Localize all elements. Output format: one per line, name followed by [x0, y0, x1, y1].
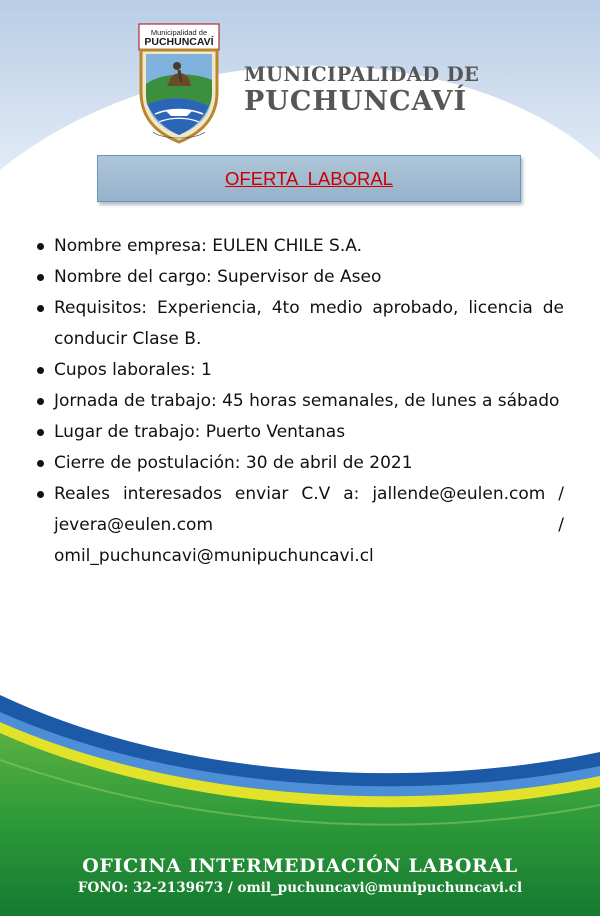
list-item-requirements — [54, 293, 564, 355]
list-item-schedule — [54, 386, 564, 417]
contact-email-line — [54, 510, 564, 541]
list-item-text: Requisitos: Experiencia, 4to medio aprobado, licencia de — [54, 298, 564, 318]
list-item-text: Nombre del cargo: Supervisor de Aseo — [54, 267, 382, 287]
list-item-deadline — [54, 448, 564, 479]
municipality-name-line1: MUNICIPALIDAD DE — [244, 63, 480, 86]
list-item-text: Jornada de trabajo: 45 horas semanales, de lunes a sábado — [54, 391, 560, 411]
job-details-list — [54, 231, 564, 572]
municipality-name — [244, 64, 479, 118]
list-item-text: Lugar de trabajo: Puerto Ventanas — [54, 422, 346, 442]
list-item-company — [54, 231, 564, 262]
contact-separator: / — [558, 515, 564, 535]
logo-small-text: Municipalidad de — [150, 28, 208, 37]
list-item-text-continued: conducir Clase B. — [54, 329, 202, 349]
list-item-position — [54, 262, 564, 293]
logo-big-text: PUCHUNCAVÍ — [144, 36, 214, 48]
job-offer-title: OFERTA LABORAL — [225, 167, 393, 189]
job-offer-title-box — [97, 155, 521, 202]
footer-contact: FONO: 32-2139673 / omil_puchuncavi@munipuchuncavi.cl — [77, 880, 523, 896]
list-item-location — [54, 417, 564, 448]
list-item-vacancies — [54, 355, 564, 386]
municipal-logo — [133, 22, 225, 146]
list-item-text: Cupos laborales: 1 — [54, 360, 212, 380]
list-item-text: Nombre empresa: EULEN CHILE S.A. — [54, 236, 362, 256]
list-item-text: Reales interesados enviar C.V a: jallende@eulen.com / — [54, 484, 564, 504]
list-item-text: Cierre de postulación: 30 de abril de 2021 — [54, 453, 413, 473]
contact-email-2: jevera@eulen.com — [54, 515, 214, 535]
contact-email-3: omil_puchuncavi@munipuchuncavi.cl — [54, 546, 374, 566]
municipality-name-line2: PUCHUNCAVÍ — [244, 86, 468, 117]
list-item-contact — [54, 479, 564, 572]
footer-office-name: OFICINA INTERMEDIACIÓN LABORAL — [82, 855, 518, 877]
